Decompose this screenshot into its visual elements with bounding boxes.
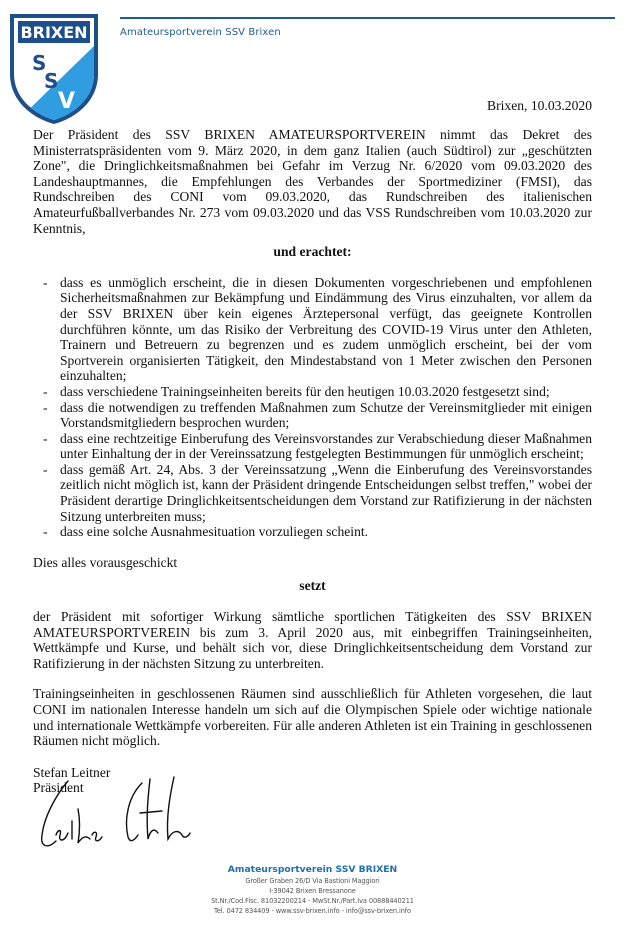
footer-contact: Tel. 0472 834409 - www.ssv-brixen.info - info@ssv-brixen.info	[214, 907, 411, 915]
dash-bullet-icon: -	[43, 430, 48, 446]
footer-tax-ids: St.Nr./Cod.Fisc. 81032200214 - MwSt.Nr./Part.Iva 00888440211	[211, 897, 414, 905]
dash-bullet-icon: -	[43, 461, 48, 477]
signatory-name: Stefan Leitner	[33, 764, 111, 780]
heading-decides: setzt	[299, 578, 326, 594]
list-item-text: dass verschiedene Trainingseinheiten bereits für den heutigen 10.03.2020 festgesetzt sind;	[60, 383, 550, 399]
footer-address: Großer Graben 26/D Via Bastioni Maggiori	[245, 877, 380, 885]
footer	[0, 864, 625, 916]
list-item-text: dass eine solche Ausnahmesituation vorzuliegen scheint.	[60, 524, 369, 540]
list-item-text: dass gemäß Art. 24, Abs. 3 der Vereinssatzung „Wenn die Einberufung des Vereinsvorstandes zeitlich nicht möglich ist, kann der Präsident dringende Entscheidungen selbst treffen," wobei der Präsident derartige Dringlichkeitsentscheidungen dem Vorstand zur Ratifizierung in der nächsten Sitzung unterbreiten muss;	[60, 461, 592, 524]
list-item	[33, 524, 592, 540]
logo-top-text: BRIXEN	[20, 23, 88, 42]
list-item	[33, 431, 592, 462]
list-item	[33, 384, 592, 400]
letter-body	[33, 127, 592, 796]
list-item	[33, 275, 592, 384]
list-item	[33, 462, 592, 524]
list-item	[33, 400, 592, 431]
footer-city: I-39042 Brixen Bressanone	[269, 887, 356, 895]
ssv-brixen-logo-icon	[8, 12, 100, 124]
dash-bullet-icon: -	[43, 383, 48, 399]
list-item-text: dass die notwendigen zu treffenden Maßnahmen zum Schutze der Vereinsmitglieder mit einigen Vorstandsmitgliedern besprochen wurden;	[60, 399, 592, 431]
header-organization-name: Amateursportverein SSV Brixen	[120, 27, 281, 38]
dash-bullet-icon: -	[43, 524, 48, 540]
preamble-close: Dies alles vorausgeschickt	[33, 554, 178, 570]
dash-bullet-icon: -	[43, 274, 48, 290]
considerations-list	[33, 275, 592, 540]
logo-letter-s1: S	[32, 51, 47, 75]
handwritten-signature-icon	[38, 773, 198, 858]
list-item-text: dass eine rechtzeitige Einberufung des Vereinsvorstandes zur Verabschiedung dieser Maßnahmen unter Einhaltung der in der Vereinssatzung festgelegten Bestimmungen für unmöglich erscheint;	[60, 430, 592, 462]
place-date: Brixen, 10.03.2020	[487, 98, 592, 113]
logo-letter-s2: S	[44, 69, 59, 93]
indoor-training-paragraph: Trainingseinheiten in geschlossenen Räumen sind ausschließlich für Athleten vorgesehen, die laut CONI im nationalen Interesse handeln um sich auf die Olympischen Spiele oder wichtige nationale und internationale Wettkämpfe vorbereiten. Für alle anderen Athleten ist ein Training in geschlossenen Räumen nicht möglich.	[33, 686, 592, 749]
footer-organization: Amateursportverein SSV BRIXEN	[227, 864, 398, 875]
decision-paragraph: der Präsident mit sofortiger Wirkung sämtliche sportlichen Tätigkeiten des SSV BRIXEN AMATEURSPORTVEREIN bis zum 3. April 2020 aus, mit einbegriffen Trainingseinheiten, Wettkämpfe und Kurse, und behält sich vor, diese Dringlichkeitsentscheidung dem Vorstand zur Ratifizierung in der nächsten Sitzung zu unterbreiten.	[33, 609, 592, 671]
dash-bullet-icon: -	[43, 399, 48, 415]
signatory-title: Präsident	[33, 780, 84, 796]
header-rule	[120, 17, 615, 19]
heading-considers: und erachtet:	[273, 244, 352, 260]
logo-letter-v: V	[58, 89, 76, 114]
list-item-text: dass es unmöglich erscheint, die in diesen Dokumenten vorgeschriebenen und empfohlenen Sicherheitsmaßnahmen zur Bekämpfung und Eindämmung des Virus einzuhalten, vor allem da der SSV BRIXEN über kein eigenes Ärztepersonal verfügt, das geeignete Kontrollen durchführen könnte, um das Risiko der Verbreitung des COVID-19 Virus unter den Athleten, Trainern und Betreuern zu begrenzen und es zudem unmöglich erscheint, bei der vom Sportverein organisierten Tätigkeit, den Mindestabstand von 1 Meter zwischen den Personen einzuhalten;	[60, 274, 592, 384]
intro-paragraph: Der Präsident des SSV BRIXEN AMATEURSPORTVEREIN nimmt das Dekret des Ministerratspräsidenten vom 9. März 2020, in dem ganz Italien (auch Südtirol) zur „geschützten Zone", die Dringlichkeitsmaßnahmen bei Gefahr im Verzug Nr. 6/2020 vom 09.03.2020 des Landeshauptmannes, die Empfehlungen des Verbandes der Sportmediziner (FMSI), das Rundschreiben des CONI vom 09.03.2020, das Rundschreiben des italienischen Amateurfußballverbandes Nr. 273 vom 09.03.2020 und das VSS Rundschreiben vom 10.03.2020 zur Kenntnis,	[33, 127, 592, 236]
